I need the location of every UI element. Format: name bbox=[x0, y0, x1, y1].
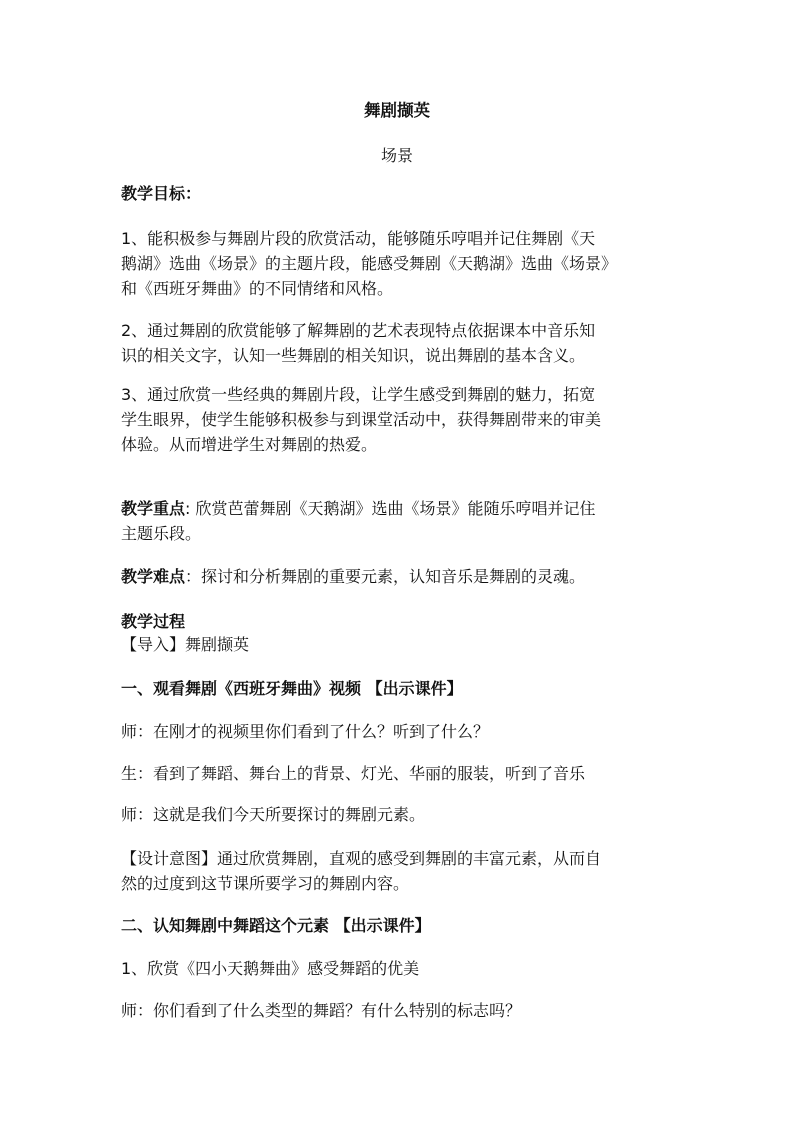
design-intent-line: 然的过度到这节课所要学习的舞剧内容。 bbox=[121, 874, 410, 893]
teacher-line-1: 师：在刚才的视频里你们看到了什么？听到了什么？ bbox=[121, 722, 490, 741]
objective-1-line: 和《西班牙舞曲》的不同情绪和风格。 bbox=[121, 279, 394, 298]
process-heading: 教学过程 bbox=[121, 612, 186, 631]
teacher-line-3: 师：你们看到了什么类型的舞蹈？有什么特别的标志吗？ bbox=[121, 1001, 522, 1020]
document-subtitle: 场景 bbox=[380, 146, 413, 165]
item-1: 1、欣赏《四小天鹅舞曲》感受舞蹈的优美 bbox=[121, 959, 420, 978]
intro-line: 【导入】舞剧撷英 bbox=[121, 635, 250, 654]
design-intent bbox=[121, 846, 681, 896]
section-2-heading: 二、认知舞剧中舞蹈这个元素 【出示课件】 bbox=[121, 916, 431, 935]
student-line-1: 生：看到了舞蹈、舞台上的背景、灯光、华丽的服装，听到了音乐 bbox=[121, 764, 586, 783]
document-title: 舞剧撷英 bbox=[364, 101, 430, 120]
teaching-key-points bbox=[121, 496, 681, 546]
objective-1-line: 1、能积极参与舞剧片段的欣赏活动，能够随乐哼唱并记住舞剧《天 bbox=[121, 229, 596, 248]
teaching-difficulty bbox=[121, 564, 681, 589]
teacher-line-2: 师：这就是我们今天所要探讨的舞剧元素。 bbox=[121, 805, 426, 824]
difficulty-label: 教学难点 bbox=[121, 567, 186, 586]
objective-3-line: 体验。从而增进学生对舞剧的热爱。 bbox=[121, 435, 378, 454]
objective-1-line: 鹅湖》选曲《场景》的主题片段，能感受舞剧《天鹅湖》选曲《场景》 bbox=[121, 254, 618, 273]
objective-3-line: 学生眼界，使学生能够积极参与到课堂活动中，获得舞剧带来的审美 bbox=[121, 410, 602, 429]
difficulty-text: ：探讨和分析舞剧的重要元素，认知音乐是舞剧的灵魂。 bbox=[185, 567, 586, 586]
objective-2 bbox=[121, 318, 681, 368]
key-text-line: 主题乐段。 bbox=[121, 524, 202, 543]
objectives-heading: 教学目标： bbox=[121, 184, 202, 203]
objective-2-line: 识的相关文字，认知一些舞剧的相关知识，说出舞剧的基本含义。 bbox=[121, 346, 586, 365]
key-label: 教学重点 bbox=[121, 499, 186, 518]
design-intent-line: 【设计意图】通过欣赏舞剧，直观的感受到舞剧的丰富元素，从而自 bbox=[121, 849, 602, 868]
objective-2-line: 2、通过舞剧的欣赏能够了解舞剧的艺术表现特点依据课本中音乐知 bbox=[121, 321, 596, 340]
key-text-line: : 欣赏芭蕾舞剧《天鹅湖》选曲《场景》能随乐哼唱并记住 bbox=[185, 499, 596, 518]
objective-3-line: 3、通过欣赏一些经典的舞剧片段，让学生感受到舞剧的魅力，拓宽 bbox=[121, 385, 596, 404]
objective-1 bbox=[121, 226, 681, 301]
section-1-heading: 一、观看舞剧《西班牙舞曲》视频 【出示课件】 bbox=[121, 679, 463, 698]
objective-3 bbox=[121, 382, 681, 457]
